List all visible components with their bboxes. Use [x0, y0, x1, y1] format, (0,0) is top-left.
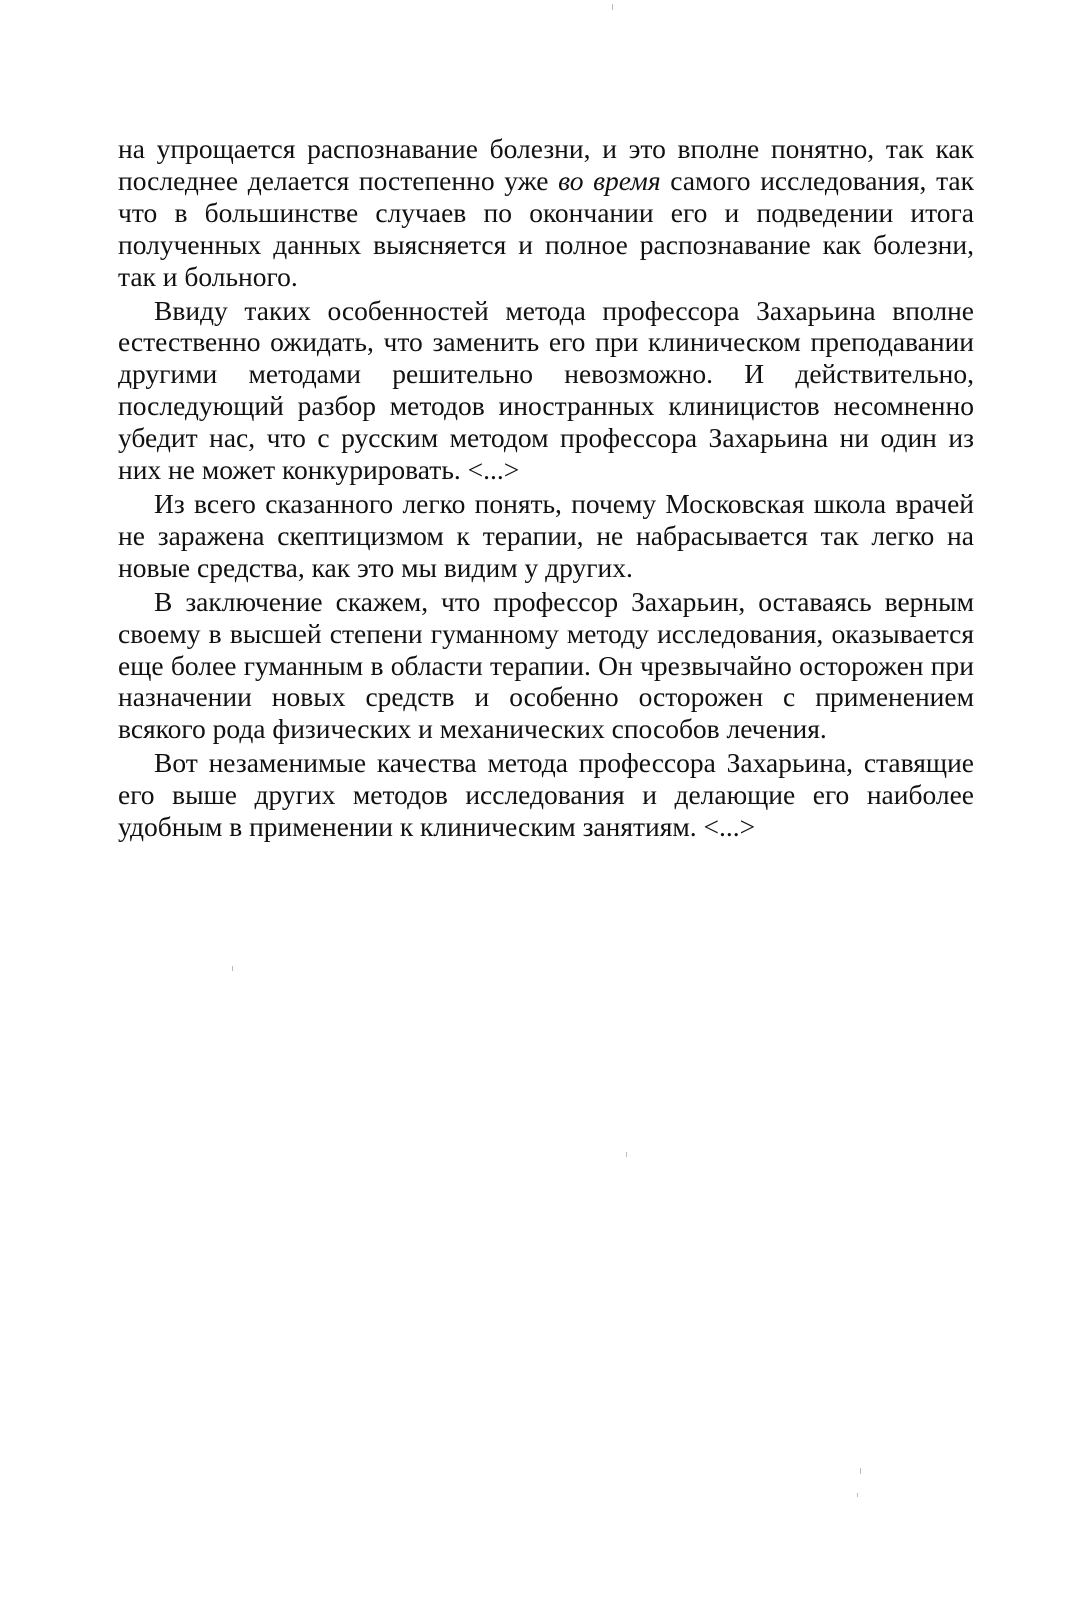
- paragraph-4-text: В заключение скажем, что профессор Захарьин, оставаясь верным своему в высшей степени гуманному методу исследования, оказывается еще более гуманным в области терапии. Он чрезвычайно осторожен при назначении новых средств и особенно осторожен с применением всякого рода физических и механических способов лечения.: [118, 585, 974, 745]
- scan-speck: [857, 1493, 858, 1497]
- scan-speck: [860, 1468, 861, 1474]
- paragraph-3: [118, 488, 974, 584]
- paragraph-1-segment-3: самого исследования, так что в большинстве случаев по окончании его и подведении итога полученных данных выясняется и полное распознавание как болезни, так и больного.: [118, 164, 974, 292]
- scan-speck: [232, 966, 233, 971]
- paragraph-2: [118, 295, 974, 486]
- paragraph-1-segment-1: на упрощается распознавание болезни, и это вполне понятно, так как последнее делается постепенно уже: [118, 133, 974, 196]
- paragraph-1: [118, 133, 974, 293]
- scan-speck: [612, 4, 613, 10]
- paragraph-5: [118, 747, 974, 843]
- paragraph-5-text: Вот незаменимые качества метода профессора Захарьина, ставящие его выше других методов исследования и делающие его наиболее удобным в применении к клиническим занятиям. <...>: [118, 747, 974, 843]
- paragraph-2-text: Ввиду таких особенностей метода профессора Захарьина вполне естественно ожидать, что заменить его при клиническом преподавании другими методами решительно невозможно. И действительно, последующий разбор методов иностранных клиницистов несомненно убедит нас, что с русским методом профессора Захарьина ни один из них не может конкурировать. <...>: [118, 294, 974, 486]
- paragraph-1-italic-phrase: во время: [558, 164, 661, 196]
- body-text: [118, 133, 974, 843]
- scan-speck: [626, 1152, 627, 1157]
- paragraph-4: [118, 586, 974, 746]
- paragraph-3-text: Из всего сказанного легко понять, почему Московская школа врачей не заражена скептицизмом к терапии, не набрасывается так легко на новые средства, как это мы видим у других.: [118, 487, 974, 583]
